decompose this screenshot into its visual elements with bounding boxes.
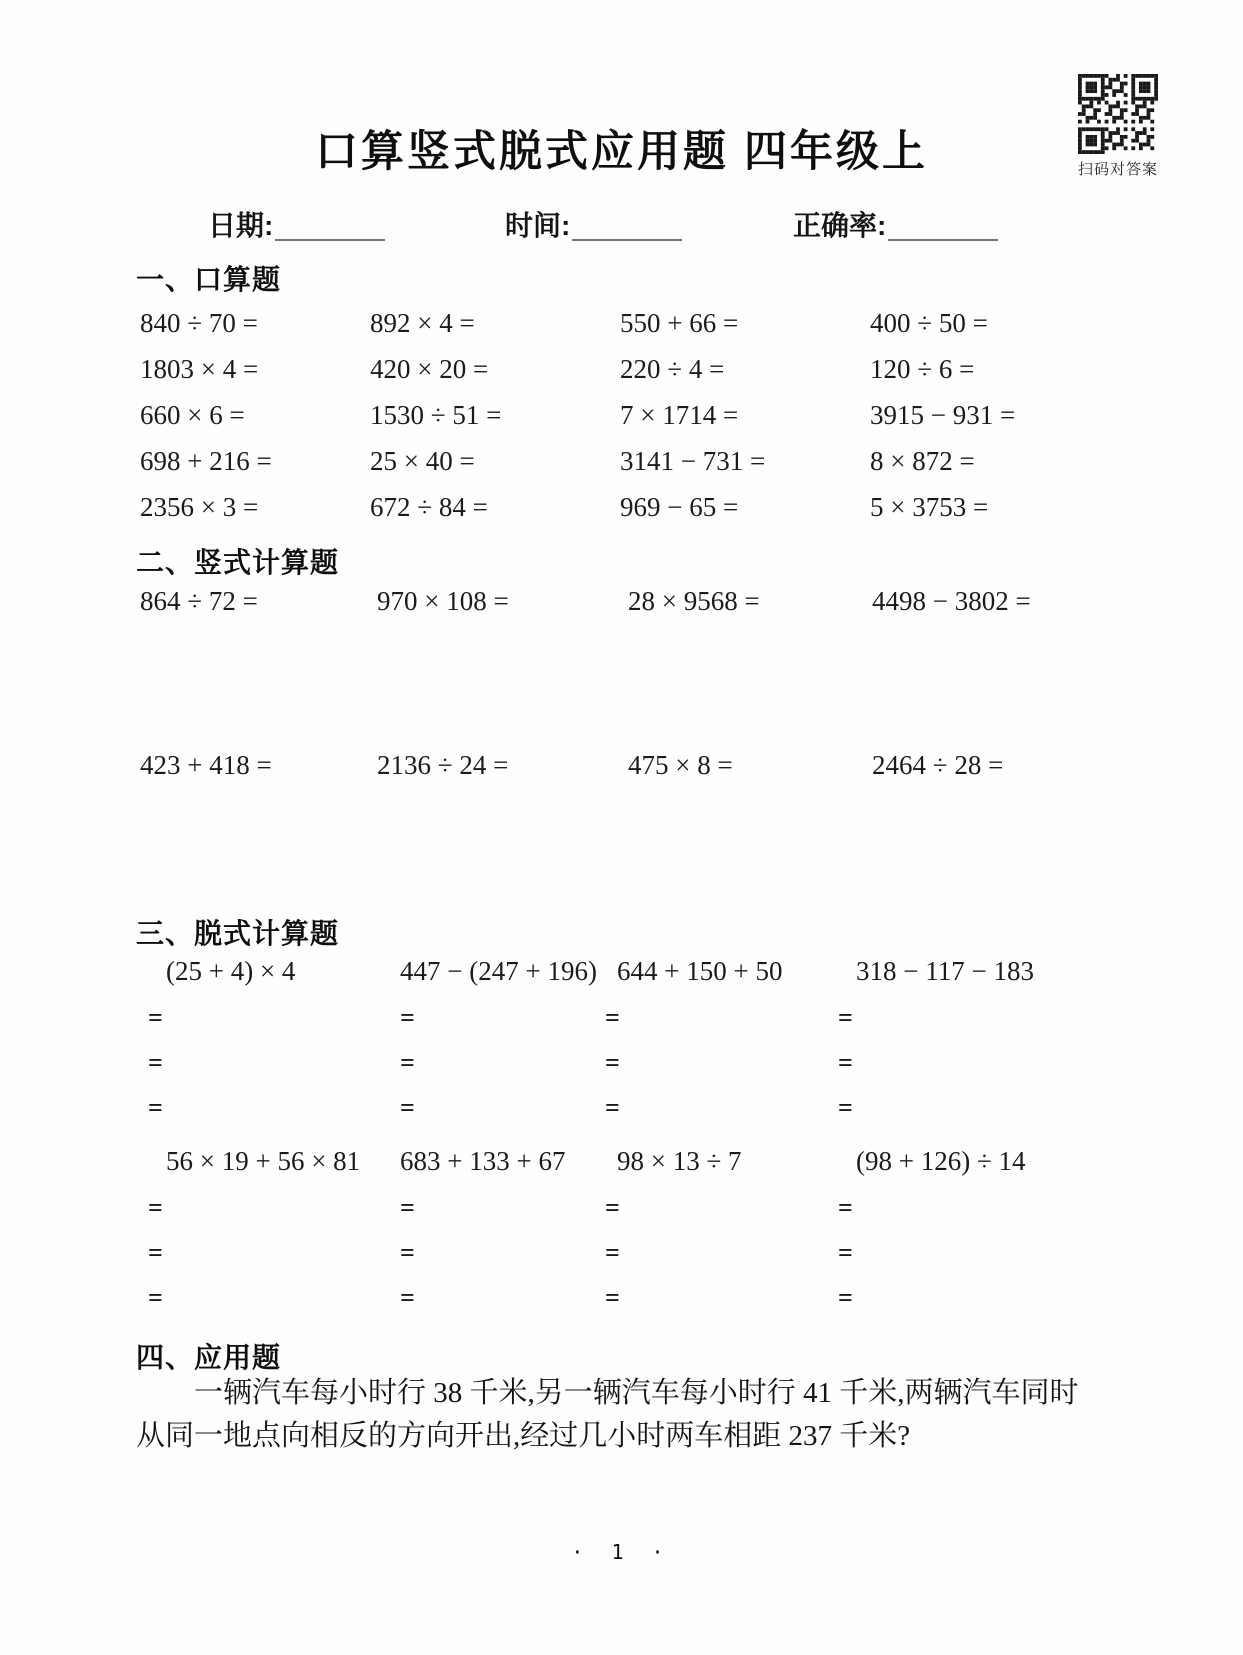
section4-header: 四、应用题 [136,1342,282,1373]
time-field [505,204,682,244]
word-problem-line2: 从同一地点向相反的方向开出,经过几小时两车相距 237 千米? [136,1420,911,1452]
oral-problem: 660 × 6 = [140,399,245,430]
meta-row [0,204,1243,250]
equals-sign: = [838,1193,853,1222]
stepwise-cell [838,948,1208,1130]
vertical-problem: 970 × 108 = [377,585,509,616]
stepwise-expression: 683 + 133 + 67 [400,1146,566,1176]
vertical-problems-row2 [140,742,1210,788]
word-problem-line1: 一辆汽车每小时行 38 千米,另一辆汽车每小时行 41 千米,两辆汽车同时 [194,1377,1079,1409]
oral-problem: 698 + 216 = [140,445,272,476]
oral-problem: 120 ÷ 6 = [870,353,975,384]
equals-sign: = [605,1283,620,1312]
word-problem [136,1372,1141,1458]
equals-sign: = [400,1093,415,1122]
qr-caption: 扫码对答案 [1077,162,1158,178]
stepwise-cell [400,948,605,1130]
equals-sign: = [838,1238,853,1267]
equals-sign: = [605,1093,620,1122]
equals-sign: = [838,1093,853,1122]
stepwise-expression: 447 − (247 + 196) [400,956,597,986]
stepwise-group1 [148,948,1208,1130]
accuracy-field [793,204,998,244]
vertical-problem: 2464 ÷ 28 = [872,749,1004,780]
equals-sign: = [148,1193,163,1222]
date-field [208,204,385,244]
equals-sign: = [148,1003,163,1032]
vertical-problem: 28 × 9568 = [628,585,760,616]
oral-problem: 2356 × 3 = [140,491,259,522]
stepwise-expression: (25 + 4) × 4 [166,956,296,986]
equals-sign: = [400,1048,415,1077]
date-blank-line [275,209,385,241]
stepwise-cell [148,1138,400,1320]
oral-problem: 1803 × 4 = [140,353,259,384]
vertical-problem: 2136 ÷ 24 = [377,749,509,780]
time-blank-line [572,209,682,241]
stepwise-expression: 644 + 150 + 50 [617,956,783,986]
equals-sign: = [838,1048,853,1077]
stepwise-cell [605,948,838,1130]
oral-problems-grid [140,300,1210,530]
equals-sign: = [148,1093,163,1122]
equals-sign: = [400,1003,415,1032]
equals-sign: = [605,1048,620,1077]
oral-problem: 550 + 66 = [620,307,739,338]
stepwise-expression: 56 × 19 + 56 × 81 [166,1146,361,1176]
equals-sign: = [400,1193,415,1222]
section3-header: 三、脱式计算题 [136,918,340,949]
date-label: 日期: [208,210,274,241]
equals-sign: = [605,1238,620,1267]
stepwise-expression: (98 + 126) ÷ 14 [856,1146,1026,1176]
oral-problem: 672 ÷ 84 = [370,491,488,522]
equals-sign: = [605,1003,620,1032]
stepwise-cell [400,1138,605,1320]
accuracy-label: 正确率: [793,210,887,241]
equals-sign: = [400,1283,415,1312]
stepwise-cell [605,1138,838,1320]
vertical-problem: 4498 − 3802 = [872,585,1031,616]
equals-sign: = [148,1283,163,1312]
accuracy-blank-line [888,209,998,241]
equals-sign: = [148,1238,163,1267]
oral-problem: 7 × 1714 = [620,399,739,430]
page-number: · 1 · [571,1540,672,1564]
oral-problem: 892 × 4 = [370,307,475,338]
oral-problem: 969 − 65 = [620,491,739,522]
page-title: 口算竖式脱式应用题 四年级上 [315,128,928,176]
vertical-problem: 864 ÷ 72 = [140,585,258,616]
oral-problem: 840 ÷ 70 = [140,307,258,338]
section1-header: 一、口算题 [136,264,282,295]
stepwise-expression: 318 − 117 − 183 [856,956,1034,986]
oral-problem: 8 × 872 = [870,445,975,476]
stepwise-group2 [148,1138,1208,1320]
oral-problem: 5 × 3753 = [870,491,989,522]
equals-sign: = [838,1003,853,1032]
equals-sign: = [838,1283,853,1312]
oral-problem: 420 × 20 = [370,353,489,384]
oral-problem: 25 × 40 = [370,445,475,476]
stepwise-cell [148,948,400,1130]
oral-problem: 3141 − 731 = [620,445,766,476]
time-label: 时间: [505,210,571,241]
oral-problem: 400 ÷ 50 = [870,307,988,338]
oral-problem: 3915 − 931 = [870,399,1016,430]
equals-sign: = [605,1193,620,1222]
section2-header: 二、竖式计算题 [136,547,340,578]
stepwise-expression: 98 × 13 ÷ 7 [617,1146,742,1176]
vertical-problems-row1 [140,578,1210,624]
vertical-problem: 423 + 418 = [140,749,272,780]
equals-sign: = [148,1048,163,1077]
stepwise-cell [838,1138,1208,1320]
vertical-problem: 475 × 8 = [628,749,733,780]
oral-problem: 1530 ÷ 51 = [370,399,502,430]
equals-sign: = [400,1238,415,1267]
oral-problem: 220 ÷ 4 = [620,353,725,384]
